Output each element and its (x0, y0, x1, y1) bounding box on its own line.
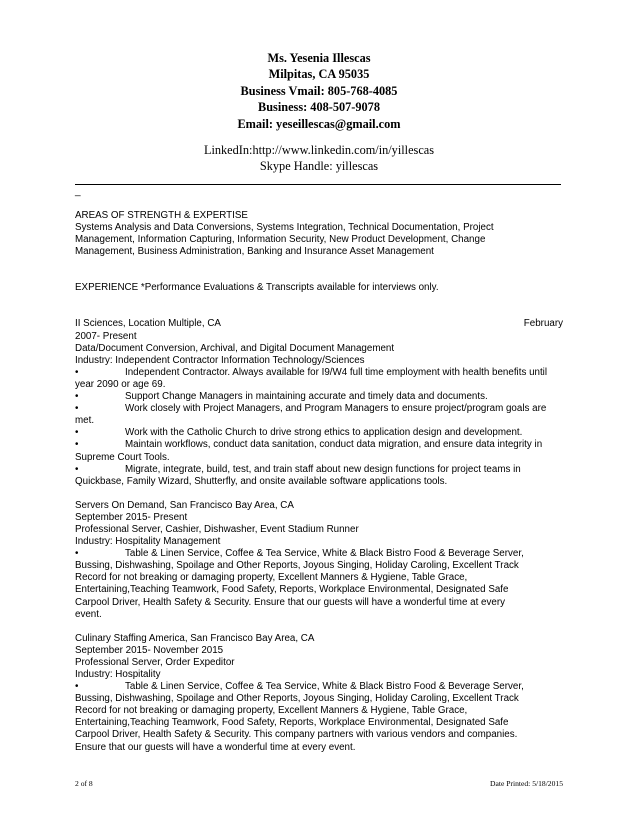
job-date-cont: 2007- Present (75, 330, 137, 342)
job-industry: Industry: Hospitality Management (75, 536, 221, 548)
job-title: Professional Server, Cashier, Dishwasher, Event Stadium Runner (75, 523, 359, 535)
bullet-cont: Record for not breaking or damaging property, Excellent Manners & Hygiene, Table Grace, (75, 705, 468, 717)
bullet-item: • Migrate, integrate, build, test, and train staff about new design functions for project teams in (75, 463, 521, 475)
job-company: Culinary Staffing America, San Francisco Bay Area, CA (75, 632, 315, 644)
job-company-row (75, 318, 565, 330)
bullet-cont: Carpool Driver, Health Safety & Security. Ensure that our guests will have a wonderful time at every (75, 596, 505, 608)
strengths-heading: AREAS OF STRENGTH & EXPERTISE (75, 210, 248, 221)
email: Email: yeseillescas@gmail.com (237, 116, 401, 131)
bullet-cont: Quickbase, Family Wizard, Shutterfly, and onsite available software applications tools. (75, 475, 448, 487)
bullet-item: • Support Change Managers in maintaining accurate and timely data and documents. (75, 391, 488, 403)
bullet-cont: Bussing, Dishwashing, Spoilage and Other Reports, Joyous Singing, Holiday Caroling, Excellent Track (75, 560, 519, 572)
strengths-line: Management, Business Administration, Banking and Insurance Asset Management (75, 246, 434, 258)
linkedin-link[interactable]: LinkedIn:http://www.linkedin.com/in/yillescas (203, 143, 435, 157)
job-title: Data/Document Conversion, Archival, and Digital Document Management (75, 342, 395, 354)
divider-tail: _ (75, 186, 81, 197)
bullet-cont: Bussing, Dishwashing, Spoilage and Other Reports, Joyous Singing, Holiday Caroling, Excellent Track (75, 693, 519, 705)
bullet-item: • Work with the Catholic Church to drive strong ethics to application design and development. (75, 427, 523, 439)
job-company: Servers On Demand, San Francisco Bay Area, CA (75, 499, 294, 511)
page-footer (75, 779, 563, 788)
page-number: 2 of 8 (75, 779, 93, 788)
bullet-cont: Supreme Court Tools. (75, 451, 170, 463)
job-industry: Industry: Hospitality (75, 669, 161, 680)
bullet-cont: Record for not breaking or damaging property, Excellent Manners & Hygiene, Table Grace, (75, 572, 468, 584)
bullet-cont: year 2090 or age 69. (75, 378, 166, 390)
contact-header (0, 50, 638, 132)
bullet-item: • Table & Linen Service, Coffee & Tea Service, White & Black Bistro Food & Beverage Server, (75, 681, 524, 693)
bullet-cont: Ensure that our guests will have a wonderful time at every event. (75, 741, 356, 753)
job-date: September 2015- Present (75, 511, 188, 523)
date-printed: Date Printed: 5/18/2015 (490, 779, 563, 788)
resume-body (75, 210, 565, 754)
strengths-line: Systems Analysis and Data Conversions, Systems Integration, Technical Documentation, Project (75, 222, 494, 234)
location: Milpitas, CA 95035 (268, 67, 370, 82)
job-industry: Industry: Independent Contractor Information Technology/Sciences (75, 354, 365, 366)
bullet-item: • Maintain workflows, conduct data sanitation, conduct data migration, and ensure data integrity in (75, 439, 543, 451)
bullet-cont: event. (75, 608, 102, 620)
job-date: February (523, 318, 563, 330)
bullet-cont: Carpool Driver, Health Safety & Security. This company partners with various vendors and companies. (75, 729, 518, 741)
strengths-line: Management, Information Capturing, Information Security, New Product Development, Change (75, 234, 486, 246)
candidate-name: Ms. Yesenia Illescas (267, 51, 371, 65)
online-contacts (0, 142, 638, 174)
experience-heading: EXPERIENCE *Performance Evaluations & Transcripts available for interviews only. (75, 282, 439, 294)
job-date: September 2015- November 2015 (75, 644, 224, 656)
bullet-item: • Independent Contractor. Always available for I9/W4 full time employment with health benefits until (75, 366, 548, 378)
bullet-item: • Table & Linen Service, Coffee & Tea Service, White & Black Bistro Food & Beverage Server, (75, 548, 524, 560)
bullet-cont: met. (75, 415, 95, 427)
bullet-cont: Entertaining,Teaching Teamwork, Food Safety, Reports, Workplace Environmental, Designated Safe (75, 717, 509, 729)
job-company: II Sciences, Location Multiple, CA (75, 318, 221, 330)
divider-line (75, 184, 561, 185)
skype-handle: Skype Handle: yillescas (259, 159, 379, 173)
vmail: Business Vmail: 805-768-4085 (240, 83, 398, 98)
job-title: Professional Server, Order Expeditor (75, 656, 235, 668)
business-phone: Business: 408-507-9078 (258, 100, 380, 115)
bullet-cont: Entertaining,Teaching Teamwork, Food Safety, Reports, Workplace Environmental, Designated Safe (75, 584, 509, 596)
bullet-item: • Work closely with Project Managers, and Program Managers to ensure project/program goals are (75, 403, 547, 415)
